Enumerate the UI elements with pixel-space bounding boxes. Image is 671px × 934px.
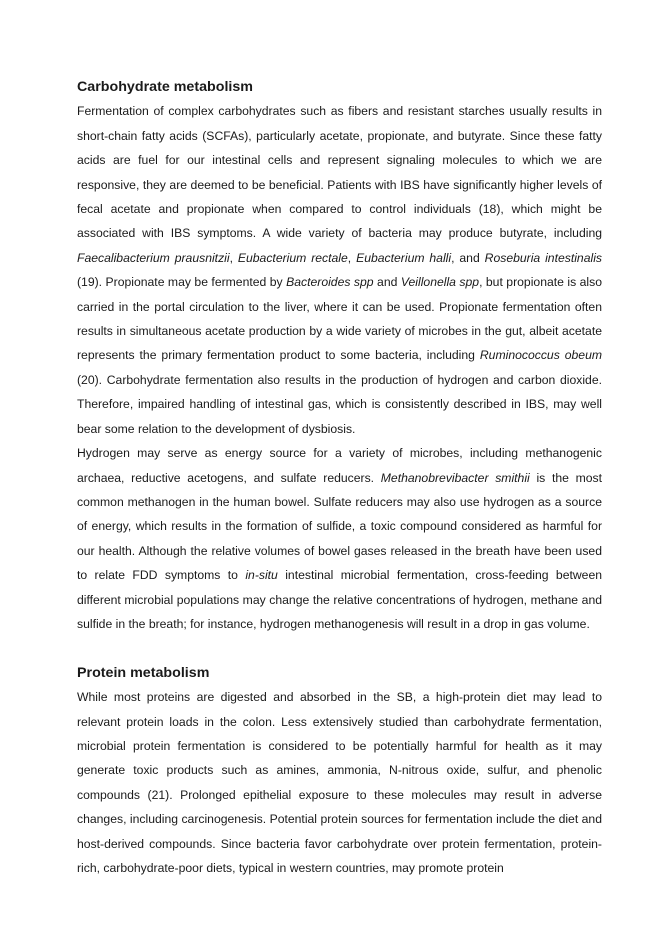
text-run: Hydrogen may serve as energy source for a variety of microbes, including methanogenic archaea, reductive acetogens, and sulfate reducers. [77,446,602,485]
italic-term: Eubacterium rectale [237,250,348,265]
document-page [77,75,602,880]
text-run: , [347,250,357,265]
text-run: and [373,275,401,290]
paragraph [77,99,602,441]
section-heading-protein: Protein metabolism [77,664,210,681]
italic-term: Bacteroides spp [286,275,374,290]
italic-term: Ruminococcus obeum [479,348,603,363]
text-run: is the most common methanogen in the human bowel. Sulfate reducers may also use hydrogen as a source of energy, which results in the formation of sulfide, a toxic compound considered as harmful for our health. Although the relative volumes of bowel gases released in the breath have been used to relate FDD symptoms to [77,470,603,583]
paragraph [77,441,602,636]
text-run: (19). Propionate may be fermented by [77,275,287,290]
text-run: Fermentation of complex carbohydrates such as fibers and resistant starches usually results in short-chain fatty acids (SCFAs), particularly acetate, propionate, and butyrate. Since these fatty acids are fuel for our intestinal cells and represent signaling molecules to which we are responsive, they are deemed to be beneficial. Patients with IBS have significantly higher levels of fecal acetate and propionate when compared to control individuals (18), which might be associated with IBS symptoms. A wide variety of bacteria may produce butyrate, including [77,104,602,241]
text-run: , and [451,250,485,265]
text-run: , [229,250,238,265]
italic-term: Roseburia intestinalis [484,250,603,265]
italic-term: in-situ [245,568,278,583]
text-run: (20). Carbohydrate fermentation also results in the production of hydrogen and carbon dioxide. Therefore, impaired handling of intestinal gas, which is consistently described in IBS, may well bear some relation to the development of dysbiosis. [77,372,602,436]
section-spacer [77,636,602,660]
text-run: intestinal microbial fermentation, cross-feeding between different microbial populations may change the relative concentrations of hydrogen, methane and sulfide in the breath; for instance, hydrogen methanogenesis will result in a drop in gas volume. [77,568,602,631]
paragraph [77,685,602,880]
italic-term: Faecalibacterium prausnitzii [77,250,230,265]
italic-term: Veillonella spp [400,275,480,290]
italic-term: Eubacterium halli [356,250,452,265]
text-run: , but propionate is also carried in the portal circulation to the liver, where it can be used. Propionate fermentation often results in simultaneous acetate production by a wide variety of microbes in the gut, albeit acetate represents the primary fermentation product to some bacteria, including [77,275,602,363]
text-run: While most proteins are digested and absorbed in the SB, a high-protein diet may lead to relevant protein loads in the colon. Less extensively studied than carbohydrate fermentation, microbial protein fermentation is considered to be potentially harmful for health as it may generate toxic products such as amines, ammonia, N-nitrous oxide, sulfur, and phenolic compounds (21). Prolonged epithelial exposure to these molecules may result in adverse changes, including carcinogenesis. Potential protein sources for fermentation include the diet and host-derived compounds. Since bacteria favor carbohydrate over protein fermentation, protein-rich, carbohydrate-poor diets, typical in western countries, may promote protein [77,690,602,875]
section-heading-carbohydrate: Carbohydrate metabolism [77,79,253,95]
italic-term: Methanobrevibacter smithii [380,470,530,485]
